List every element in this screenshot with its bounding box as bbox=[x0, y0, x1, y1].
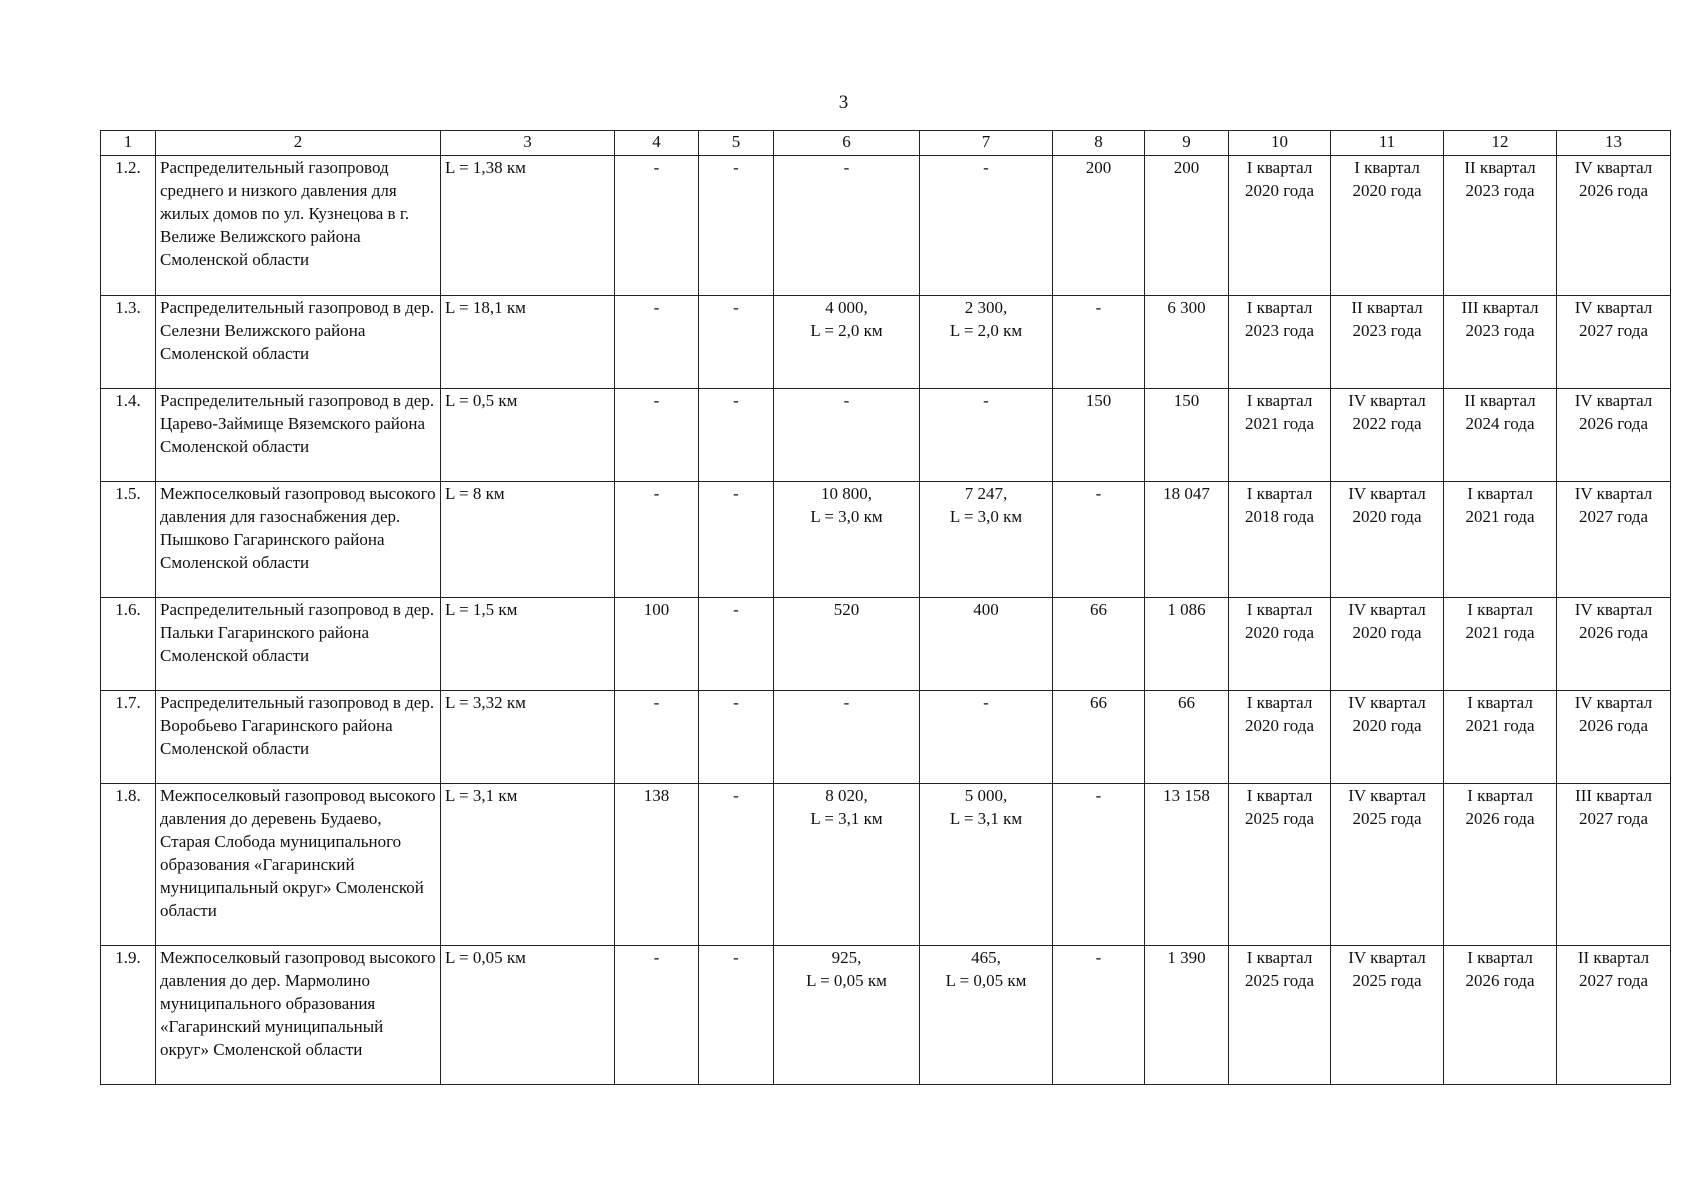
quarter: III квартал bbox=[1575, 786, 1652, 805]
cell-col5: - bbox=[699, 784, 774, 946]
cell-col6 bbox=[774, 946, 920, 1085]
cell-col5: - bbox=[699, 296, 774, 389]
year: 2023 года bbox=[1465, 181, 1535, 200]
year: 2026 года bbox=[1578, 716, 1648, 735]
cell-col4: - bbox=[615, 389, 699, 482]
quarter: IV квартал bbox=[1574, 298, 1653, 317]
gas-pipeline-table bbox=[100, 130, 1671, 1085]
cell-col5: - bbox=[699, 946, 774, 1085]
value-length: L = 3,1 км bbox=[810, 809, 883, 828]
year: 2021 года bbox=[1465, 623, 1535, 642]
year: 2022 года bbox=[1352, 414, 1422, 433]
cell-col8: - bbox=[1053, 946, 1145, 1085]
col-header: 10 bbox=[1229, 131, 1331, 156]
table-row bbox=[101, 296, 1671, 389]
quarter: IV квартал bbox=[1348, 786, 1426, 805]
cell-col7 bbox=[920, 156, 1053, 296]
cell-col12 bbox=[1444, 784, 1557, 946]
quarter: III квартал bbox=[1461, 298, 1539, 317]
quarter: IV квартал bbox=[1348, 948, 1426, 967]
quarter: IV квартал bbox=[1348, 600, 1426, 619]
year: 2024 года bbox=[1465, 414, 1535, 433]
year: 2020 года bbox=[1244, 716, 1314, 735]
year: 2026 года bbox=[1465, 971, 1535, 990]
col-header: 13 bbox=[1557, 131, 1671, 156]
quarter: IV квартал bbox=[1574, 484, 1653, 503]
value: - bbox=[983, 693, 989, 712]
row-number: 1.7. bbox=[101, 691, 156, 784]
quarter: IV квартал bbox=[1574, 391, 1653, 410]
cell-col9: 150 bbox=[1145, 389, 1229, 482]
cell-col12 bbox=[1444, 389, 1557, 482]
year: 2020 года bbox=[1352, 507, 1422, 526]
col-header: 3 bbox=[441, 131, 615, 156]
cell-col7 bbox=[920, 598, 1053, 691]
cell-col11 bbox=[1331, 482, 1444, 598]
quarter: II квартал bbox=[1464, 391, 1536, 410]
quarter: I квартал bbox=[1246, 948, 1313, 967]
cell-col7 bbox=[920, 691, 1053, 784]
object-name: Распределительный газопровод в дер. Воробьево Гагаринского района Смоленской области bbox=[156, 691, 441, 784]
cell-col13 bbox=[1557, 482, 1671, 598]
cell-col6 bbox=[774, 296, 920, 389]
value: - bbox=[843, 391, 850, 410]
row-number: 1.8. bbox=[101, 784, 156, 946]
pipeline-length: L = 18,1 км bbox=[441, 296, 615, 389]
year: 2020 года bbox=[1352, 181, 1422, 200]
pipeline-length: L = 3,1 км bbox=[441, 784, 615, 946]
pipeline-length: L = 0,5 км bbox=[441, 389, 615, 482]
quarter: I квартал bbox=[1354, 158, 1420, 177]
quarter: II квартал bbox=[1577, 948, 1650, 967]
row-number: 1.3. bbox=[101, 296, 156, 389]
year: 2020 года bbox=[1244, 623, 1314, 642]
pipeline-length: L = 1,5 км bbox=[441, 598, 615, 691]
quarter: I квартал bbox=[1467, 948, 1533, 967]
quarter: II квартал bbox=[1464, 158, 1536, 177]
cell-col13 bbox=[1557, 691, 1671, 784]
quarter: IV квартал bbox=[1574, 600, 1653, 619]
quarter: I квартал bbox=[1467, 786, 1533, 805]
year: 2023 года bbox=[1244, 321, 1314, 340]
year: 2025 года bbox=[1244, 971, 1314, 990]
cell-col6 bbox=[774, 691, 920, 784]
year: 2027 года bbox=[1578, 809, 1648, 828]
cell-col4: 100 bbox=[615, 598, 699, 691]
col-header: 1 bbox=[101, 131, 156, 156]
year: 2020 года bbox=[1352, 623, 1422, 642]
row-number: 1.5. bbox=[101, 482, 156, 598]
cell-col10 bbox=[1229, 389, 1331, 482]
cell-col11 bbox=[1331, 691, 1444, 784]
col-header: 2 bbox=[156, 131, 441, 156]
value: 520 bbox=[833, 600, 860, 619]
cell-col8: 66 bbox=[1053, 691, 1145, 784]
cell-col4: - bbox=[615, 691, 699, 784]
value-length: L = 3,0 км bbox=[949, 507, 1023, 526]
cell-col8: - bbox=[1053, 296, 1145, 389]
cell-col9: 18 047 bbox=[1145, 482, 1229, 598]
col-header: 7 bbox=[920, 131, 1053, 156]
value: 4 000, bbox=[825, 298, 868, 317]
quarter: IV квартал bbox=[1348, 693, 1426, 712]
object-name: Распределительный газопровод среднего и низкого давления для жилых домов по ул. Кузнецова в г. Велиже Велижского района Смоленской области bbox=[156, 156, 441, 296]
cell-col12 bbox=[1444, 156, 1557, 296]
cell-col13 bbox=[1557, 296, 1671, 389]
quarter: IV квартал bbox=[1348, 391, 1426, 410]
col-header: 11 bbox=[1331, 131, 1444, 156]
table-row bbox=[101, 598, 1671, 691]
cell-col5: - bbox=[699, 598, 774, 691]
col-header: 8 bbox=[1053, 131, 1145, 156]
year: 2018 года bbox=[1244, 507, 1314, 526]
pipeline-length: L = 8 км bbox=[441, 482, 615, 598]
row-number: 1.2. bbox=[101, 156, 156, 296]
cell-col11 bbox=[1331, 156, 1444, 296]
year: 2023 года bbox=[1465, 321, 1535, 340]
col-header: 5 bbox=[699, 131, 774, 156]
value-length: L = 0,05 км bbox=[945, 971, 1027, 990]
quarter: IV квартал bbox=[1348, 484, 1426, 503]
header-row bbox=[101, 131, 1671, 156]
cell-col11 bbox=[1331, 598, 1444, 691]
cell-col13 bbox=[1557, 784, 1671, 946]
quarter: I квартал bbox=[1246, 786, 1313, 805]
row-number: 1.4. bbox=[101, 389, 156, 482]
object-name: Распределительный газопровод в дер. Пальки Гагаринского района Смоленской области bbox=[156, 598, 441, 691]
row-number: 1.6. bbox=[101, 598, 156, 691]
table-row bbox=[101, 946, 1671, 1085]
value: - bbox=[843, 693, 850, 712]
quarter: I квартал bbox=[1467, 693, 1533, 712]
year: 2021 года bbox=[1465, 716, 1535, 735]
col-header: 12 bbox=[1444, 131, 1557, 156]
cell-col4: - bbox=[615, 482, 699, 598]
pipeline-length: L = 3,32 км bbox=[441, 691, 615, 784]
cell-col12 bbox=[1444, 482, 1557, 598]
object-name: Распределительный газопровод в дер. Селезни Велижского района Смоленской области bbox=[156, 296, 441, 389]
cell-col4: - bbox=[615, 296, 699, 389]
object-name: Распределительный газопровод в дер. Царево-Займище Вяземского района Смоленской области bbox=[156, 389, 441, 482]
cell-col4: 138 bbox=[615, 784, 699, 946]
cell-col9: 1 390 bbox=[1145, 946, 1229, 1085]
cell-col6 bbox=[774, 784, 920, 946]
year: 2026 года bbox=[1578, 181, 1648, 200]
year: 2020 года bbox=[1352, 716, 1422, 735]
cell-col5: - bbox=[699, 156, 774, 296]
cell-col7 bbox=[920, 482, 1053, 598]
quarter: I квартал bbox=[1246, 693, 1313, 712]
cell-col10 bbox=[1229, 482, 1331, 598]
cell-col10 bbox=[1229, 784, 1331, 946]
table-row bbox=[101, 389, 1671, 482]
col-header: 6 bbox=[774, 131, 920, 156]
cell-col11 bbox=[1331, 296, 1444, 389]
cell-col10 bbox=[1229, 946, 1331, 1085]
cell-col12 bbox=[1444, 691, 1557, 784]
object-name: Межпоселковый газопровод высокого давления до дер. Мармолино муниципального образования «Гагаринский муниципальный округ» Смоленской области bbox=[156, 946, 441, 1085]
value: - bbox=[983, 158, 989, 177]
value-length: L = 2,0 км bbox=[949, 321, 1023, 340]
cell-col8: 66 bbox=[1053, 598, 1145, 691]
cell-col4: - bbox=[615, 946, 699, 1085]
cell-col7 bbox=[920, 784, 1053, 946]
cell-col9: 13 158 bbox=[1145, 784, 1229, 946]
col-header: 4 bbox=[615, 131, 699, 156]
cell-col4: - bbox=[615, 156, 699, 296]
cell-col9: 66 bbox=[1145, 691, 1229, 784]
cell-col13 bbox=[1557, 389, 1671, 482]
cell-col6 bbox=[774, 598, 920, 691]
table-row bbox=[101, 691, 1671, 784]
value-length: L = 0,05 км bbox=[806, 971, 887, 990]
cell-col6 bbox=[774, 389, 920, 482]
value: - bbox=[983, 391, 989, 410]
cell-col10 bbox=[1229, 691, 1331, 784]
object-name: Межпоселковый газопровод высокого давления для газоснабжения дер. Пышково Гагаринского района Смоленской области bbox=[156, 482, 441, 598]
table-row bbox=[101, 784, 1671, 946]
pipeline-length: L = 0,05 км bbox=[441, 946, 615, 1085]
cell-col13 bbox=[1557, 156, 1671, 296]
value-length: L = 2,0 км bbox=[810, 321, 883, 340]
cell-col9: 1 086 bbox=[1145, 598, 1229, 691]
value-length: L = 3,1 км bbox=[949, 809, 1023, 828]
year: 2025 года bbox=[1352, 809, 1422, 828]
cell-col11 bbox=[1331, 784, 1444, 946]
value: 400 bbox=[973, 600, 999, 619]
table-row bbox=[101, 482, 1671, 598]
value: 7 247, bbox=[964, 484, 1008, 503]
cell-col11 bbox=[1331, 946, 1444, 1085]
quarter: I квартал bbox=[1246, 298, 1313, 317]
table-row bbox=[101, 156, 1671, 296]
cell-col12 bbox=[1444, 598, 1557, 691]
cell-col5: - bbox=[699, 389, 774, 482]
cell-col13 bbox=[1557, 946, 1671, 1085]
quarter: I квартал bbox=[1467, 600, 1533, 619]
quarter: IV квартал bbox=[1574, 693, 1653, 712]
cell-col11 bbox=[1331, 389, 1444, 482]
year: 2026 года bbox=[1465, 809, 1535, 828]
value: 2 300, bbox=[964, 298, 1008, 317]
year: 2025 года bbox=[1352, 971, 1422, 990]
quarter: I квартал bbox=[1246, 391, 1313, 410]
cell-col8: - bbox=[1053, 784, 1145, 946]
cell-col12 bbox=[1444, 296, 1557, 389]
year: 2027 года bbox=[1578, 321, 1648, 340]
cell-col9: 200 bbox=[1145, 156, 1229, 296]
row-number: 1.9. bbox=[101, 946, 156, 1085]
value: 10 800, bbox=[821, 484, 872, 503]
cell-col7 bbox=[920, 296, 1053, 389]
year: 2021 года bbox=[1465, 507, 1535, 526]
year: 2023 года bbox=[1352, 321, 1422, 340]
value: 925, bbox=[831, 948, 862, 967]
year: 2020 года bbox=[1244, 181, 1314, 200]
cell-col8: - bbox=[1053, 482, 1145, 598]
cell-col5: - bbox=[699, 482, 774, 598]
cell-col10 bbox=[1229, 156, 1331, 296]
year: 2026 года bbox=[1578, 623, 1648, 642]
value: 8 020, bbox=[825, 786, 868, 805]
quarter: I квартал bbox=[1246, 600, 1313, 619]
cell-col5: - bbox=[699, 691, 774, 784]
cell-col6 bbox=[774, 156, 920, 296]
value: - bbox=[843, 158, 850, 177]
page-number: 3 bbox=[838, 92, 849, 113]
value: 465, bbox=[971, 948, 1001, 967]
col-header: 9 bbox=[1145, 131, 1229, 156]
quarter: I квартал bbox=[1246, 484, 1313, 503]
quarter: IV квартал bbox=[1574, 158, 1653, 177]
pipeline-length: L = 1,38 км bbox=[441, 156, 615, 296]
cell-col7 bbox=[920, 946, 1053, 1085]
cell-col6 bbox=[774, 482, 920, 598]
cell-col8: 200 bbox=[1053, 156, 1145, 296]
quarter: I квартал bbox=[1246, 158, 1313, 177]
cell-col10 bbox=[1229, 598, 1331, 691]
year: 2021 года bbox=[1244, 414, 1314, 433]
quarter: II квартал bbox=[1351, 298, 1423, 317]
cell-col13 bbox=[1557, 598, 1671, 691]
cell-col12 bbox=[1444, 946, 1557, 1085]
year: 2027 года bbox=[1578, 971, 1648, 990]
value: 5 000, bbox=[964, 786, 1008, 805]
cell-col10 bbox=[1229, 296, 1331, 389]
quarter: I квартал bbox=[1467, 484, 1533, 503]
cell-col7 bbox=[920, 389, 1053, 482]
object-name: Межпоселковый газопровод высокого давления до деревень Будаево, Старая Слобода муниципального образования «Гагаринский муниципальный округ» Смоленской области bbox=[156, 784, 441, 946]
cell-col8: 150 bbox=[1053, 389, 1145, 482]
cell-col9: 6 300 bbox=[1145, 296, 1229, 389]
year: 2025 года bbox=[1244, 809, 1314, 828]
year: 2027 года bbox=[1578, 507, 1648, 526]
value-length: L = 3,0 км bbox=[810, 507, 883, 526]
year: 2026 года bbox=[1578, 414, 1648, 433]
